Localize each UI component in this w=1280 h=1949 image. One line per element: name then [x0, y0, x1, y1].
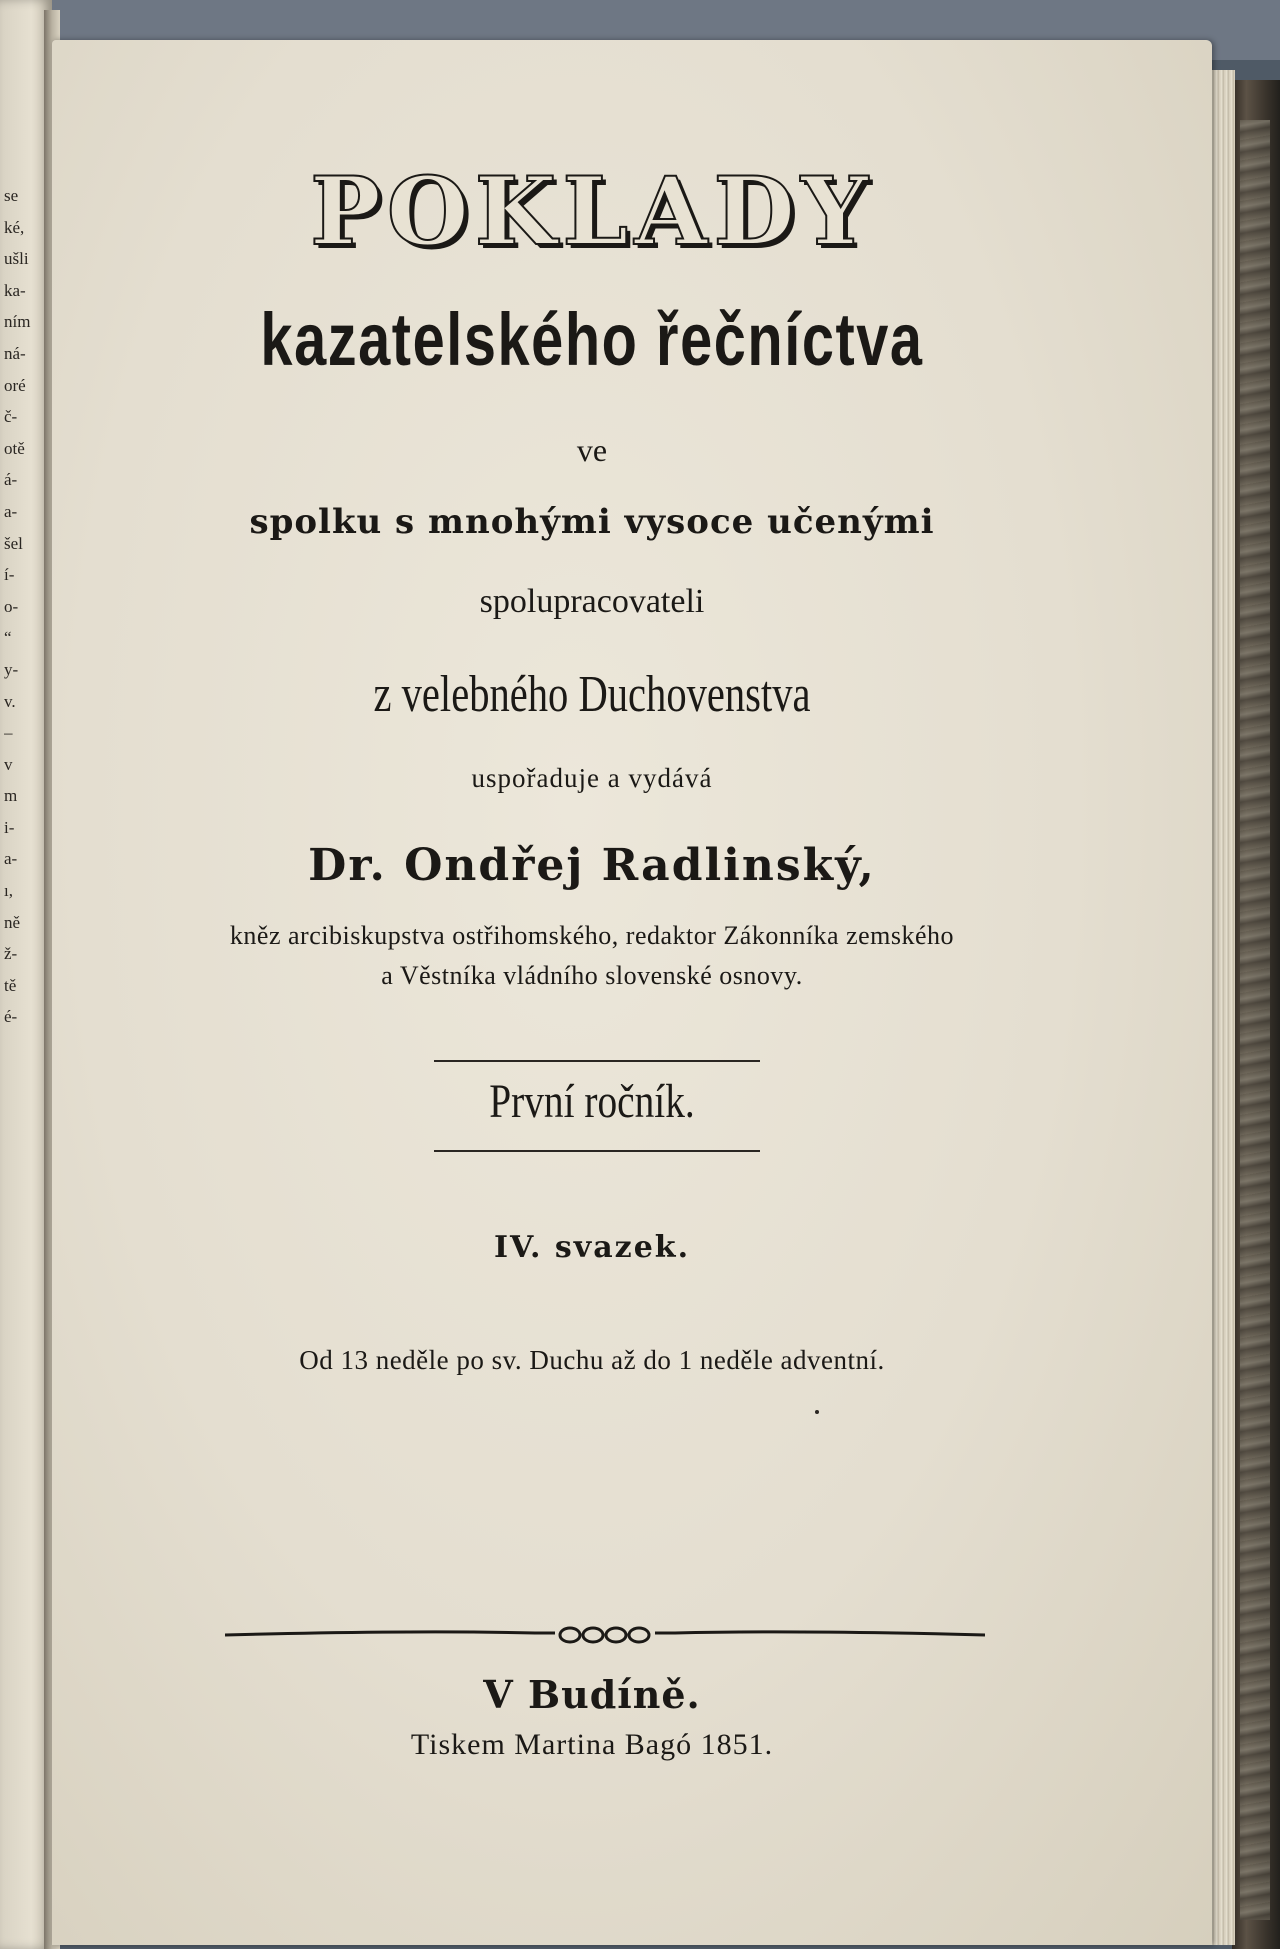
- left-page-fragment: ně: [4, 912, 21, 932]
- left-page-fragment: á-: [4, 470, 18, 490]
- title-ve: ve: [576, 432, 608, 468]
- volume-range: Od 13 neděle po sv. Duchu až do 1 neděle adventní.: [299, 1345, 885, 1375]
- edition-year: První ročník.: [489, 1075, 695, 1128]
- ornamental-divider: [225, 1620, 985, 1650]
- left-page-fragment: ka-: [4, 280, 26, 300]
- left-page-fragment: ké,: [4, 217, 25, 237]
- left-page-fragment: i-: [4, 817, 15, 837]
- title-line-spolupracovateli: spolupracovateli: [479, 583, 705, 620]
- ink-speck: [815, 1410, 819, 1414]
- left-page-fragment: otě: [4, 438, 25, 458]
- author-role-line1: kněz arcibiskupstva ostřihomského, redaktor Zákonníka zemského: [229, 921, 955, 950]
- author-name: Dr. Ondřej Radlinský,: [308, 840, 876, 891]
- main-title: POKLADY: [310, 157, 874, 267]
- left-page-fragment: tě: [4, 975, 17, 995]
- left-page-fragment: č-: [4, 407, 18, 427]
- title-line-spolku: spolku s mnohými vysoce učenými: [249, 502, 935, 542]
- rule-bottom: [434, 1150, 760, 1152]
- left-page-fragment: o-: [4, 596, 19, 616]
- left-page-fragment: oré: [4, 375, 26, 395]
- title-line-usporaduje: uspořaduje a vydává: [471, 763, 713, 793]
- left-page-fragment: –: [4, 723, 13, 743]
- left-page-fragment: a-: [4, 849, 18, 869]
- left-page-fragment: ı,: [4, 881, 13, 901]
- subtitle: kazatelského řečníctva: [260, 298, 924, 381]
- left-page-fragment: ná-: [4, 343, 26, 363]
- author-role-line2: a Věstníka vládního slovenské osnovy.: [381, 961, 803, 990]
- left-page-fragment: v.: [4, 691, 16, 711]
- title-line-duchovenstva: z velebného Duchovenstva: [373, 666, 811, 723]
- left-page-fragment: ušli: [4, 249, 29, 269]
- rule-top: [434, 1060, 760, 1062]
- left-page-fragment: šel: [4, 533, 23, 553]
- left-page-fragment: “: [4, 628, 12, 648]
- imprint-printer: Tiskem Martina Bagó 1851.: [410, 1728, 774, 1761]
- volume-label: IV. svazek.: [493, 1230, 691, 1265]
- left-page-fragment: se: [4, 186, 19, 205]
- left-page-fragment: a-: [4, 501, 18, 521]
- left-page-fragment: m: [4, 786, 18, 806]
- imprint-place: V Budíně.: [483, 1672, 701, 1717]
- left-page-fragment: v: [4, 754, 13, 774]
- left-page-fragment: ním: [4, 312, 31, 332]
- left-page-fragment: í-: [4, 565, 15, 585]
- left-page-fragment: y-: [4, 659, 19, 679]
- left-page-fragment: é-: [4, 1007, 18, 1027]
- marbled-edge: [1240, 120, 1270, 1920]
- left-page-fragment: ž-: [4, 944, 18, 964]
